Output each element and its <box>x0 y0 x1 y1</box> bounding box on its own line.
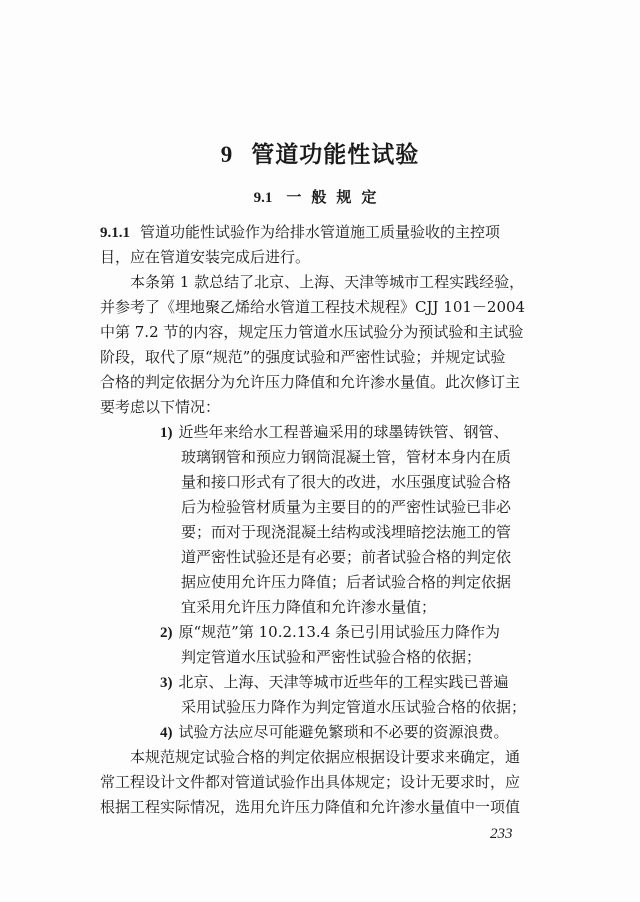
clause-text: 管道功能性试验作为给排水管道施工质量验收的主控项 <box>140 223 501 241</box>
item-line: 玻璃钢管和预应力钢筒混凝土管，管材本身内在质 <box>181 448 512 466</box>
item-number: 4) <box>160 725 173 741</box>
section-title-text: 一般规定 <box>286 188 387 206</box>
item-text: 试验方法应尽可能避免繁琐和不必要的资源浪费。 <box>178 723 509 741</box>
clause-line: 目，应在管道安装完成后进行。 <box>100 248 311 266</box>
list-item <box>160 722 509 743</box>
closing-line: 常工程设计文件都对管道试验作出具体规定；设计无要求时，应 <box>100 773 521 791</box>
list-item <box>160 422 509 443</box>
explanation-line: 合格的判定依据分为允许压力降值和允许渗水量值。此次修订主 <box>100 373 521 391</box>
section-number: 9.1 <box>253 190 273 206</box>
closing-line: 本规范规定试验合格的判定依据应根据设计要求来确定，通 <box>130 748 521 766</box>
explanation-line: 阶段，取代了原“规范”的强度试验和严密性试验；并规定试验 <box>100 348 506 366</box>
chapter-title-text: 管道功能性试验 <box>251 142 420 168</box>
explanation-line: 并参考了《埋地聚乙烯给水管道工程技术规程》CJJ 101－2004 <box>100 298 526 316</box>
list-item <box>160 622 500 643</box>
clause-number: 9.1.1 <box>100 225 130 241</box>
explanation-line: 中第 7.2 节的内容，规定压力管道水压试验分为预试验和主试验 <box>100 323 524 341</box>
list-item <box>160 672 509 693</box>
item-line: 道严密性试验还是有必要；前者试验合格的判定依 <box>181 548 512 566</box>
item-number: 1) <box>160 425 173 441</box>
item-line: 宜采用允许压力降值和允许渗水量值； <box>181 598 437 616</box>
item-number: 2) <box>160 625 173 641</box>
chapter-title <box>0 136 640 169</box>
explanation-line: 要考虑以下情况： <box>100 398 221 416</box>
item-text: 原“规范”第 10.2.13.4 条已引用试验压力降作为 <box>178 623 500 641</box>
chapter-number: 9 <box>220 142 234 167</box>
item-line: 要；而对于现浇混凝土结构或浅埋暗挖法施工的管 <box>181 523 512 541</box>
item-line: 采用试验压力降作为判定管道水压试验合格的依据； <box>181 698 527 716</box>
item-line: 量和接口形式有了很大的改进，水压强度试验合格 <box>181 473 512 491</box>
clause-line <box>100 222 500 243</box>
page-number: 233 <box>490 826 513 842</box>
item-line: 据应使用允许压力降值；后者试验合格的判定依据 <box>181 573 512 591</box>
item-line: 后为检验管材质量为主要目的的严密性试验已非必 <box>181 498 512 516</box>
item-text: 北京、上海、天津等城市近些年的工程实践已普遍 <box>178 673 509 691</box>
section-title <box>0 186 640 207</box>
item-text: 近些年来给水工程普遍采用的球墨铸铁管、钢管、 <box>178 423 509 441</box>
explanation-line: 本条第 1 款总结了北京、上海、天津等城市工程实践经验， <box>130 273 525 291</box>
item-line: 判定管道水压试验和严密性试验合格的依据； <box>181 648 482 666</box>
item-number: 3) <box>160 675 173 691</box>
closing-line: 根据工程实际情况，选用允许压力降值和允许渗水量值中一项值 <box>100 798 521 816</box>
